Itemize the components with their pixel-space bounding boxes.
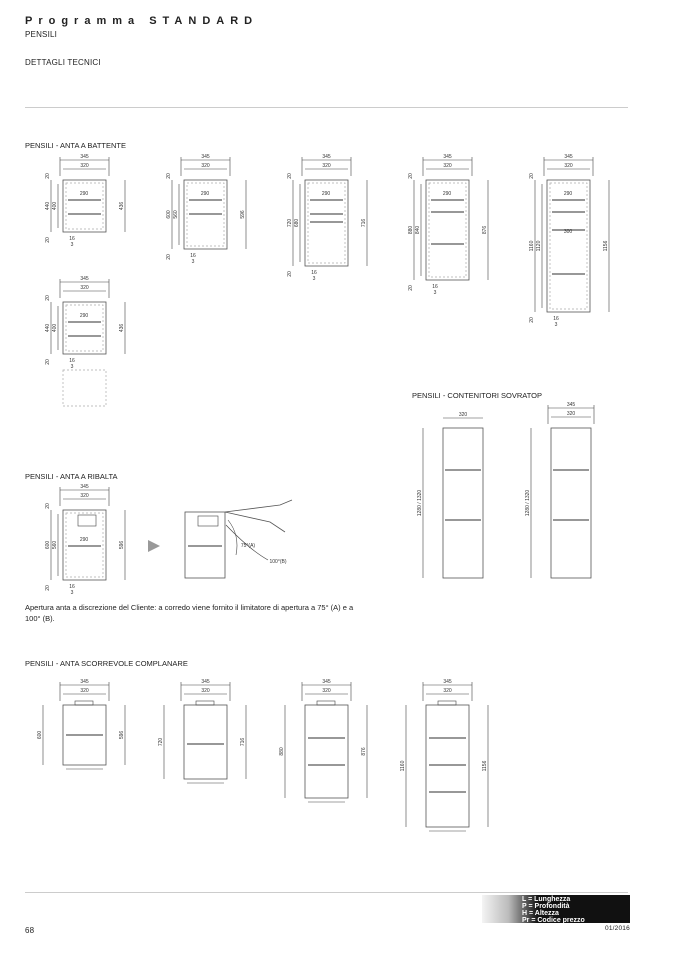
dimension-label: 20 [45,173,51,179]
dimension-label: 320 [443,688,452,694]
legend-line: L = Lunghezza [522,896,571,903]
dimension-label: 16 [69,358,75,364]
dimension-label: 20 [45,585,51,591]
dimension-label: 20 [408,285,414,291]
dimension-label: 16 [190,253,196,259]
wall-cabinet-open [185,512,225,578]
dimension-label: 720 [287,218,293,228]
dimension-label: 345 [80,276,89,282]
wall-cabinet [184,705,227,779]
legend-box [482,895,630,923]
dimension-label: 20 [45,237,51,243]
dimension-label: 1156 [482,760,488,772]
sliding-track [196,701,214,705]
dimension-label: 596 [119,540,125,550]
dimension-label: 320 [458,412,468,418]
dimension-label: 1280 / 1320 [417,489,423,517]
dimension-label: 290 [442,191,452,197]
section-title-scorrevole: PENSILI - ANTA SCORREVOLE COMPLANARE [25,659,188,668]
dimension-label: 560 [173,210,179,219]
dimension-label: 290 [321,191,331,197]
dimension-label: 20 [529,173,535,179]
dimension-label: 16 [69,584,75,590]
dimension-label: 20 [287,173,293,179]
category-label: PENSILI [25,30,58,39]
dimension-label: 320 [201,163,210,169]
dimension-label: 600 [37,730,43,740]
dimension-label: 840 [415,225,421,235]
dimension-label: 345 [201,679,210,685]
angle-label: 75°(A) [240,543,256,549]
wall-cabinet [63,180,106,232]
door-outline [66,305,103,351]
section-title-battente: PENSILI - ANTA A BATTENTE [25,141,127,150]
dimension-label: 1280 / 1320 [525,489,531,517]
dimension-label: 345 [443,154,452,160]
dimension-label: 20 [166,254,172,260]
dimension-label: 16 [311,270,317,276]
dimension-label: 345 [322,679,331,685]
section-title-sovratop: PENSILI - CONTENITORI SOVRATOP [412,391,543,400]
dimension-label: 345 [80,484,89,490]
angle-arc [228,520,237,555]
dimension-label: 320 [80,163,89,169]
legend-line: Pr = Codice prezzo [522,917,585,924]
dimension-label: 876 [361,747,367,756]
angle-label: 100°(B) [269,559,287,565]
dimension-label: 1120 [536,240,542,252]
dimension-label: 876 [482,225,488,235]
dimension-label: 440 [45,201,51,211]
sliding-track [75,701,93,705]
page-number: 68 [25,926,35,935]
dimension-label: 290 [200,191,210,197]
footer-divider [25,892,628,893]
door-outline [66,183,103,229]
door-open-100 [225,512,285,532]
dimension-label: 320 [80,285,89,291]
dimension-label: 600 [45,540,51,550]
dimension-label: 345 [443,679,452,685]
sliding-track [317,701,335,705]
dimension-label: 20 [529,317,535,323]
dimension-label: 560 [52,540,58,550]
wall-cabinet [426,705,469,827]
dimension-label: 3 [70,590,74,596]
dimension-label: 400 [52,201,58,211]
dimension-label: 320 [443,163,452,169]
lift-mechanism [78,515,96,526]
dimension-label: 596 [119,730,125,740]
door-open-75 [225,500,292,512]
dimension-label: 3 [554,322,558,328]
dimension-label: 716 [361,218,367,228]
dimension-label: 720 [158,737,164,747]
legend-line: P = Profondità [522,903,570,910]
tall-cabinet [551,428,591,578]
lift-mechanism [198,516,218,526]
dimension-label: 345 [566,402,576,408]
door-outline [429,183,466,277]
dimension-label: 880 [408,225,414,235]
dimension-label: 16 [69,236,75,242]
dimension-label: 1160 [400,760,406,772]
dimension-label: 290 [563,191,573,197]
sliding-track [438,701,456,705]
dimension-label: 320 [566,411,576,417]
dimension-label: 345 [564,154,573,160]
dimension-label: 596 [240,210,246,219]
dimension-label: 345 [80,679,89,685]
dimension-label: 290 [79,313,89,319]
wall-cabinet [63,302,106,354]
page-subtitle: DETTAGLI TECNICI [25,58,101,67]
dimension-label: 345 [80,154,89,160]
dimension-label: 1160 [529,240,535,252]
section-title-ribalta: PENSILI - ANTA A RIBALTA [25,472,118,481]
dimension-label: 20 [287,271,293,277]
dimension-label: 880 [279,747,285,756]
dimension-label: 3 [70,364,74,370]
dimension-label: 3 [70,242,74,248]
dimension-label: 320 [80,688,89,694]
dimension-label: 3 [191,259,195,265]
dimension-label: 716 [240,737,246,747]
dimension-label: 320 [322,688,331,694]
dimension-label: 290 [79,191,89,197]
dimension-label: 345 [322,154,331,160]
dimension-label: 20 [45,503,51,509]
legend-line: H = Altezza [522,910,559,917]
wall-cabinet [305,705,348,798]
dimension-label: 320 [322,163,331,169]
dimension-label: 436 [119,201,125,211]
dimension-label: 436 [119,323,125,333]
dimension-label: 600 [166,210,172,219]
dimension-label: 20 [45,359,51,365]
tall-cabinet [443,428,483,578]
dimension-label: 440 [45,323,51,333]
door-outline [66,513,103,577]
dimension-label: 345 [201,154,210,160]
dimension-label: 320 [564,163,573,169]
dimension-label: 16 [553,316,559,322]
dimension-label: 3 [312,276,316,282]
dimension-label: 320 [80,493,89,499]
door-outline [550,183,587,309]
dimension-label: 300 [563,229,573,235]
arrow-icon [148,540,160,552]
wall-cabinet [63,510,106,580]
dimension-label: 20 [408,173,414,179]
dimension-label: 290 [79,537,89,543]
ribalta-note: Apertura anta a discrezione del Cliente: a corredo viene fornito il limitatore di apertura a 75° (A) e a 100° (B). [25,603,354,623]
dimension-label: 20 [45,295,51,301]
dimension-label: 20 [166,173,172,179]
dimension-label: 680 [294,218,300,228]
dimension-label: 1156 [603,240,609,252]
lower-unit-outline [63,370,106,406]
edition-date: 01/2016 [605,925,630,932]
dimension-label: 3 [433,290,437,296]
brand-title: Programma STANDARD [25,15,259,27]
dimension-label: 400 [52,323,58,333]
dimension-label: 320 [201,688,210,694]
dimension-label: 16 [432,284,438,290]
